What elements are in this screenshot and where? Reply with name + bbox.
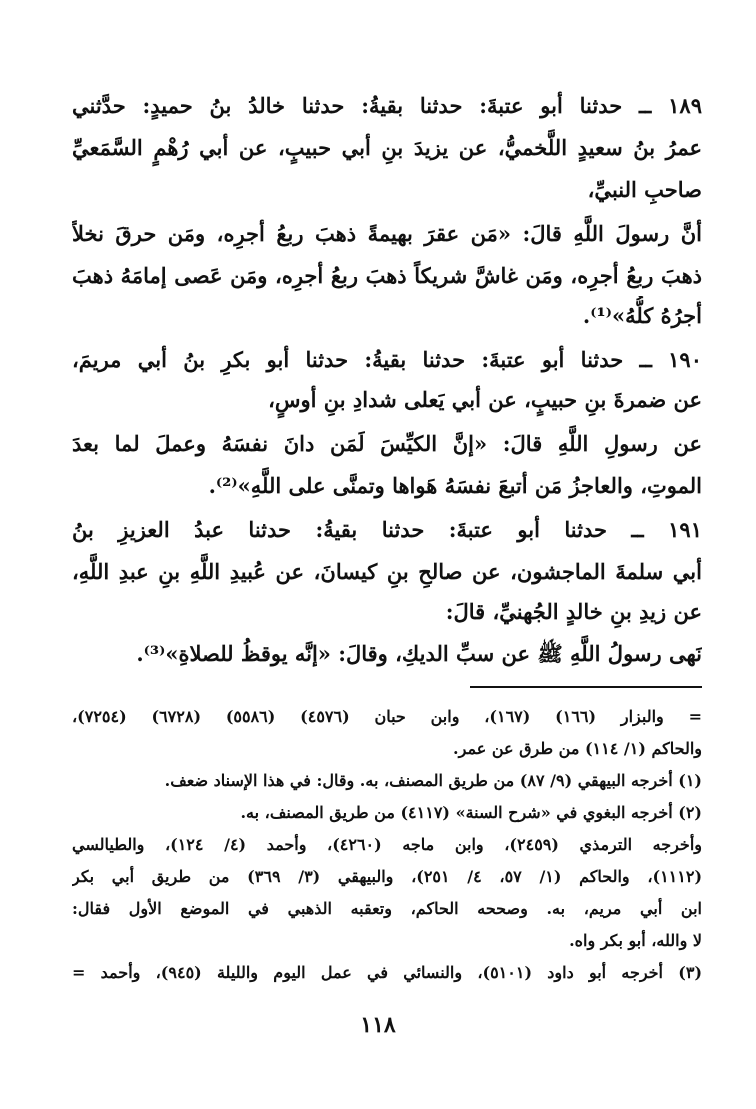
- footnote-line: (١) أخرجه البيهقي (٩/ ٨٧) من طريق المصنف، به. وقال: في هذا الإسناد ضعف.: [164, 771, 702, 790]
- footnote-separator: [470, 686, 702, 688]
- matn-line: الموتِ، والعاجزُ مَن أتبعَ نفسَهُ هَواها وتمنَّى على اللَّهِ»⁽²⁾.: [208, 473, 702, 498]
- footnote-line: والحاكم (١/ ١١٤) من طرق عن عمر.: [453, 739, 702, 758]
- footnote-line: (١١١٢)، والحاكم (١/ ٥٧، ٤/ ٢٥١)، والبيهقي (٣/ ٣٦٩) من طريق أبي بكر: [72, 867, 702, 886]
- isnad-line: ١٩١ ــ حدثنا أبو عتبةَ: حدثنا بقيةُ: حدثنا عبدُ العزيزِ بنُ: [72, 517, 702, 542]
- isnad-line: أبي سلمةَ الماجشون، عن صالحِ بنِ كيسانَ، عن عُبيدِ اللَّهِ بنِ عبدِ اللَّهِ،: [72, 559, 702, 584]
- isnad-line: ١٨٩ ــ حدثنا أبو عتبةَ: حدثنا بقيةُ: حدثنا خالدُ بنُ حميدٍ: حدَّثني: [72, 93, 702, 118]
- matn-line: ذهبَ ربعُ أجرِه، ومَن غاشَّ شريكاً ذهبَ ربعُ أجرِه، ومَن عَصى إمامَهُ ذهبَ: [72, 263, 702, 288]
- footnote-line: = والبزار (١٦٦) (١٦٧)، وابن حبان (٤٥٧٦) (٥٥٨٦) (٦٧٢٨) (٧٢٥٤)،: [72, 707, 702, 726]
- matn-line: نَهى رسولُ اللَّهِ ﷺ عن سبِّ الديكِ، وقالَ: «إنَّه يوقظُ للصلاةِ»⁽³⁾.: [136, 641, 702, 666]
- footnote-line: لا والله، أبو بكر واه.: [569, 931, 702, 950]
- isnad-line: ١٩٠ ــ حدثنا أبو عتبةَ: حدثنا بقيةُ: حدثنا أبو بكرِ بنُ أبي مريمَ،: [72, 347, 702, 372]
- footnote-line: وأخرجه الترمذي (٢٤٥٩)، وابن ماجه (٤٢٦٠)، وأحمد (٤/ ١٢٤)، والطيالسي: [72, 835, 702, 854]
- matn-line: عن رسولِ اللَّهِ قالَ: «إنَّ الكيِّسَ لَمَن دانَ نفسَهُ وعملَ لما بعدَ: [72, 431, 702, 456]
- page-number: ١١٨: [360, 1012, 396, 1038]
- isnad-line: عن ضمرةَ بنِ حبيبٍ، عن أبي يَعلى شدادِ بنِ أوسٍ،: [268, 387, 702, 412]
- matn-line: أنَّ رسولَ اللَّهِ قالَ: «مَن عقرَ بهيمةً ذهبَ ربعُ أجرِه، ومَن حرقَ نخلاً: [72, 221, 702, 246]
- footnote-line: ابن أبي مريم، به. وصححه الحاكم، وتعقبه الذهبي في الموضع الأول فقال:: [72, 899, 702, 918]
- footnote-line: (٣) أخرجه أبو داود (٥١٠١)، والنسائي في عمل اليوم والليلة (٩٤٥)، وأحمد =: [72, 963, 702, 982]
- matn-line: أجرُهُ كلُّهُ»⁽¹⁾.: [582, 303, 702, 328]
- isnad-line: عن زيدِ بنِ خالدٍ الجُهنيِّ، قالَ:: [445, 599, 702, 624]
- footnote-line: (٢) أخرجه البغوي في «شرح السنة» (٤١١٧) من طريق المصنف، به.: [240, 803, 702, 822]
- isnad-line: صاحبِ النبيِّ،: [587, 177, 702, 202]
- isnad-line: عمرُ بنُ سعيدٍ اللَّخميُّ، عن يزيدَ بنِ أبي حبيبٍ، عن أبي رُهْمٍ السَّمَعيِّ: [72, 135, 702, 160]
